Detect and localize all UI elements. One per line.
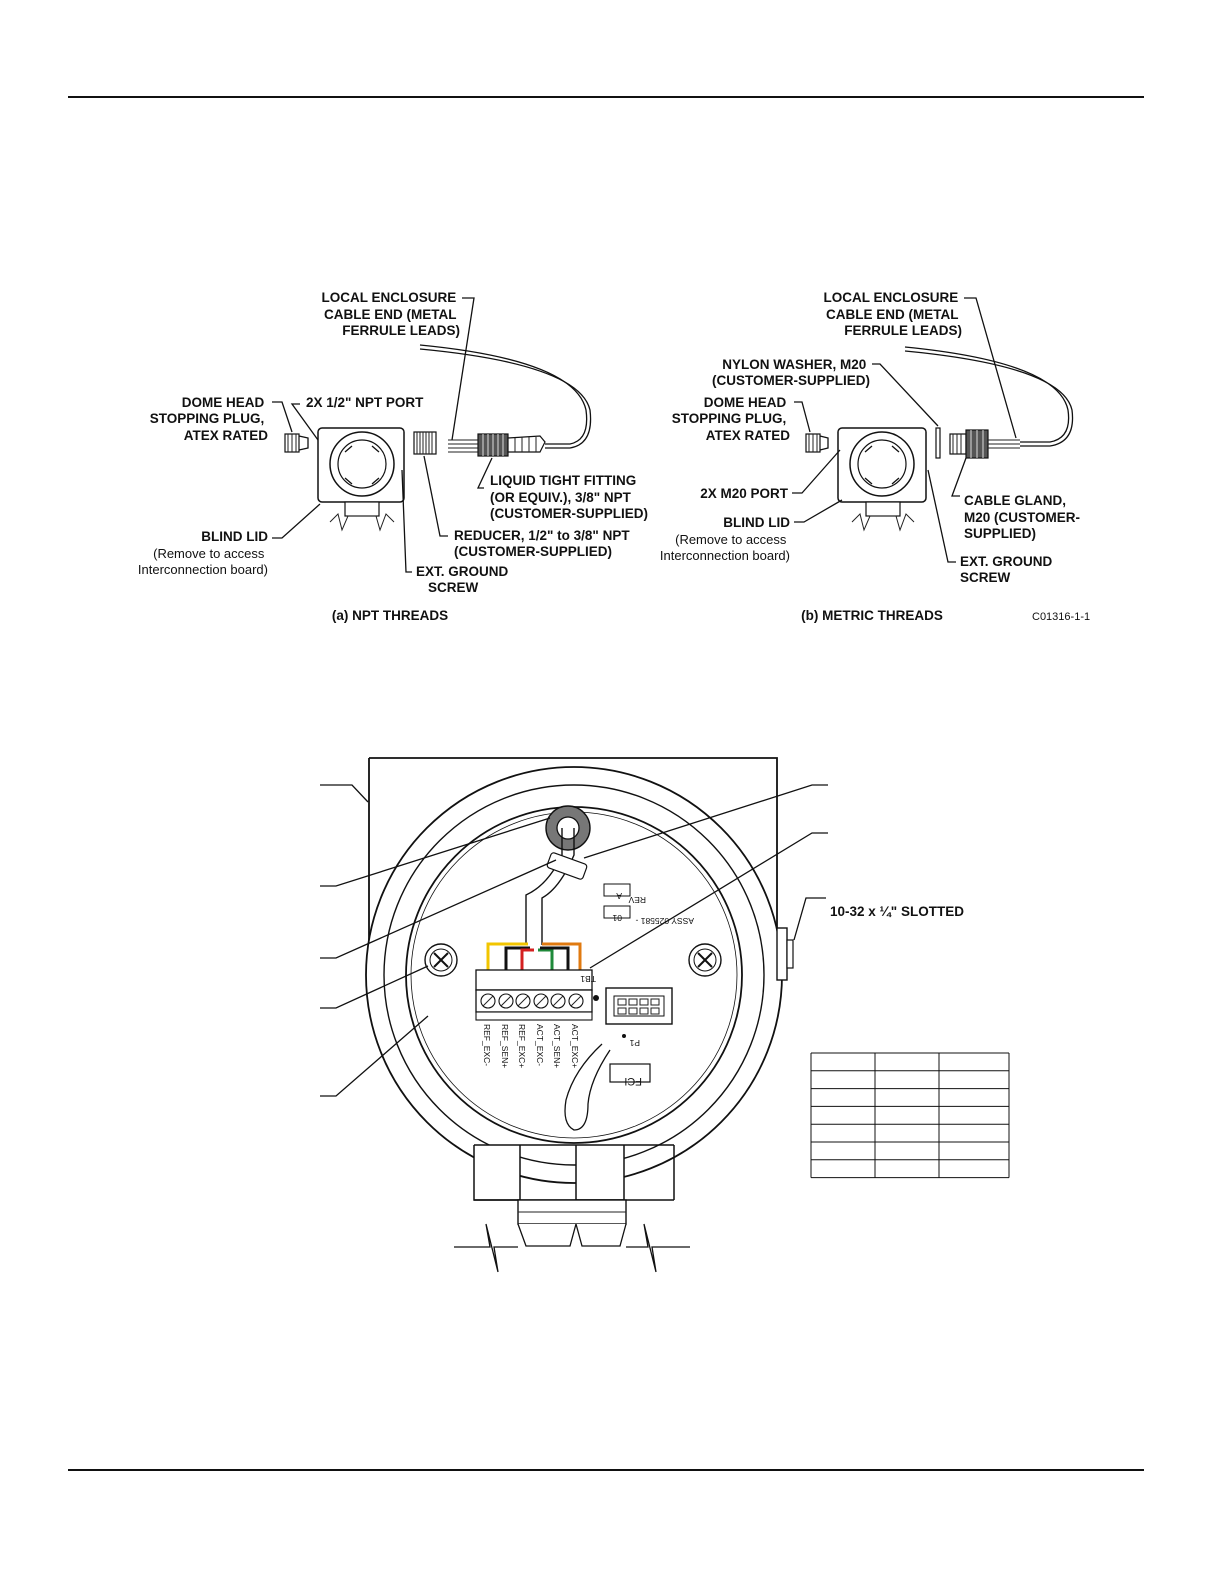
label-blind-lid-note-a: (Remove to access Interconnection board) xyxy=(137,546,268,577)
label-local-enclosure-b: LOCAL ENCLOSURE CABLE END (METAL FERRULE LEADS) xyxy=(823,290,962,338)
leader-cable-gland-b xyxy=(952,458,966,496)
terminal-label: REF_EXC+ xyxy=(517,1024,527,1069)
caption-b: (b) METRIC THREADS xyxy=(801,608,943,623)
reducer-a xyxy=(414,432,436,454)
leader-dome-head-b xyxy=(794,402,810,432)
leader-port-b xyxy=(792,450,840,493)
label-dome-head-b: DOME HEAD STOPPING PLUG, ATEX RATED xyxy=(671,395,790,443)
label-blind-lid-b: BLIND LID xyxy=(723,515,790,530)
label-cable-gland-b: CABLE GLAND, M20 (CUSTOMER- SUPPLIED) xyxy=(964,493,1081,541)
enclosure-a xyxy=(318,428,404,530)
assy-label: ASSY 025581 - xyxy=(635,916,694,926)
wiring-table xyxy=(811,1053,1009,1178)
terminal-label: ACT_EXC+ xyxy=(570,1024,580,1069)
label-liquid-tight-a: LIQUID TIGHT FITTING (OR EQUIV.), 3/8" NPT (CUSTOMER-SUPPLIED) xyxy=(490,473,649,521)
ext-ground-screw xyxy=(777,928,787,980)
cable-gland-b xyxy=(905,347,1073,458)
label-dome-head-a: DOME HEAD STOPPING PLUG, ATEX RATED xyxy=(149,395,268,443)
dome-head-plug-b xyxy=(806,434,828,452)
figure-id: C01316-1-1 xyxy=(1032,611,1091,623)
liquid-tight-fitting-a xyxy=(420,345,591,456)
leader-dome-head-a xyxy=(272,402,292,432)
p1-label: P1 xyxy=(629,1038,640,1048)
dome-head-plug-a xyxy=(285,434,308,452)
nylon-washer-b xyxy=(936,428,940,458)
label-nylon-washer-b: NYLON WASHER, M20 (CUSTOMER-SUPPLIED) xyxy=(711,357,870,388)
leader-nylon-washer-b xyxy=(872,364,938,426)
label-port-a: 2X 1/2" NPT PORT xyxy=(306,395,424,410)
fci-logo: FCI xyxy=(624,1075,642,1087)
terminal-label: REF_EXC- xyxy=(482,1024,492,1067)
rev-label: REV xyxy=(628,895,646,905)
label-blind-lid-a: BLIND LID xyxy=(201,529,268,544)
leader-ground-b xyxy=(928,470,956,562)
interconnection-board-view xyxy=(320,758,964,1272)
tb1-top xyxy=(476,970,592,990)
caption-a: (a) NPT THREADS xyxy=(331,608,449,623)
rev-box-value: A xyxy=(616,891,622,901)
terminal-label: REF_SEN+ xyxy=(500,1024,510,1069)
figure-b-metric xyxy=(660,290,1090,623)
tb1-label: TB1 xyxy=(580,974,596,984)
leader-blind-lid-a xyxy=(272,504,320,538)
mounting-screw-right xyxy=(689,944,721,976)
leader-reducer-a xyxy=(424,456,448,536)
label-ground-a: EXT. GROUND SCREW xyxy=(416,564,509,595)
label-local-enclosure-a: LOCAL ENCLOSURE CABLE END (METAL FERRULE LEADS) xyxy=(321,290,460,338)
label-blind-lid-note-b: (Remove to access Interconnection board) xyxy=(659,532,790,563)
mounting-screw-left xyxy=(425,944,457,976)
label-ground-b: EXT. GROUND SCREW xyxy=(960,554,1053,585)
label-slotted-screw: 10-32 x ¼" SLOTTED xyxy=(830,904,964,919)
terminal-label: ACT_SEN+ xyxy=(552,1024,562,1069)
enclosure-b xyxy=(838,428,926,530)
figure-a-npt xyxy=(138,290,648,623)
terminal-label: ACT_EXC- xyxy=(535,1024,545,1067)
leader-blind-lid-b xyxy=(794,500,842,522)
assy-box-value: 01 xyxy=(612,913,622,923)
label-port-b: 2X M20 PORT xyxy=(700,486,788,501)
label-reducer-a: REDUCER, 1/2" to 3/8" NPT (CUSTOMER-SUPPLIED) xyxy=(454,528,630,559)
